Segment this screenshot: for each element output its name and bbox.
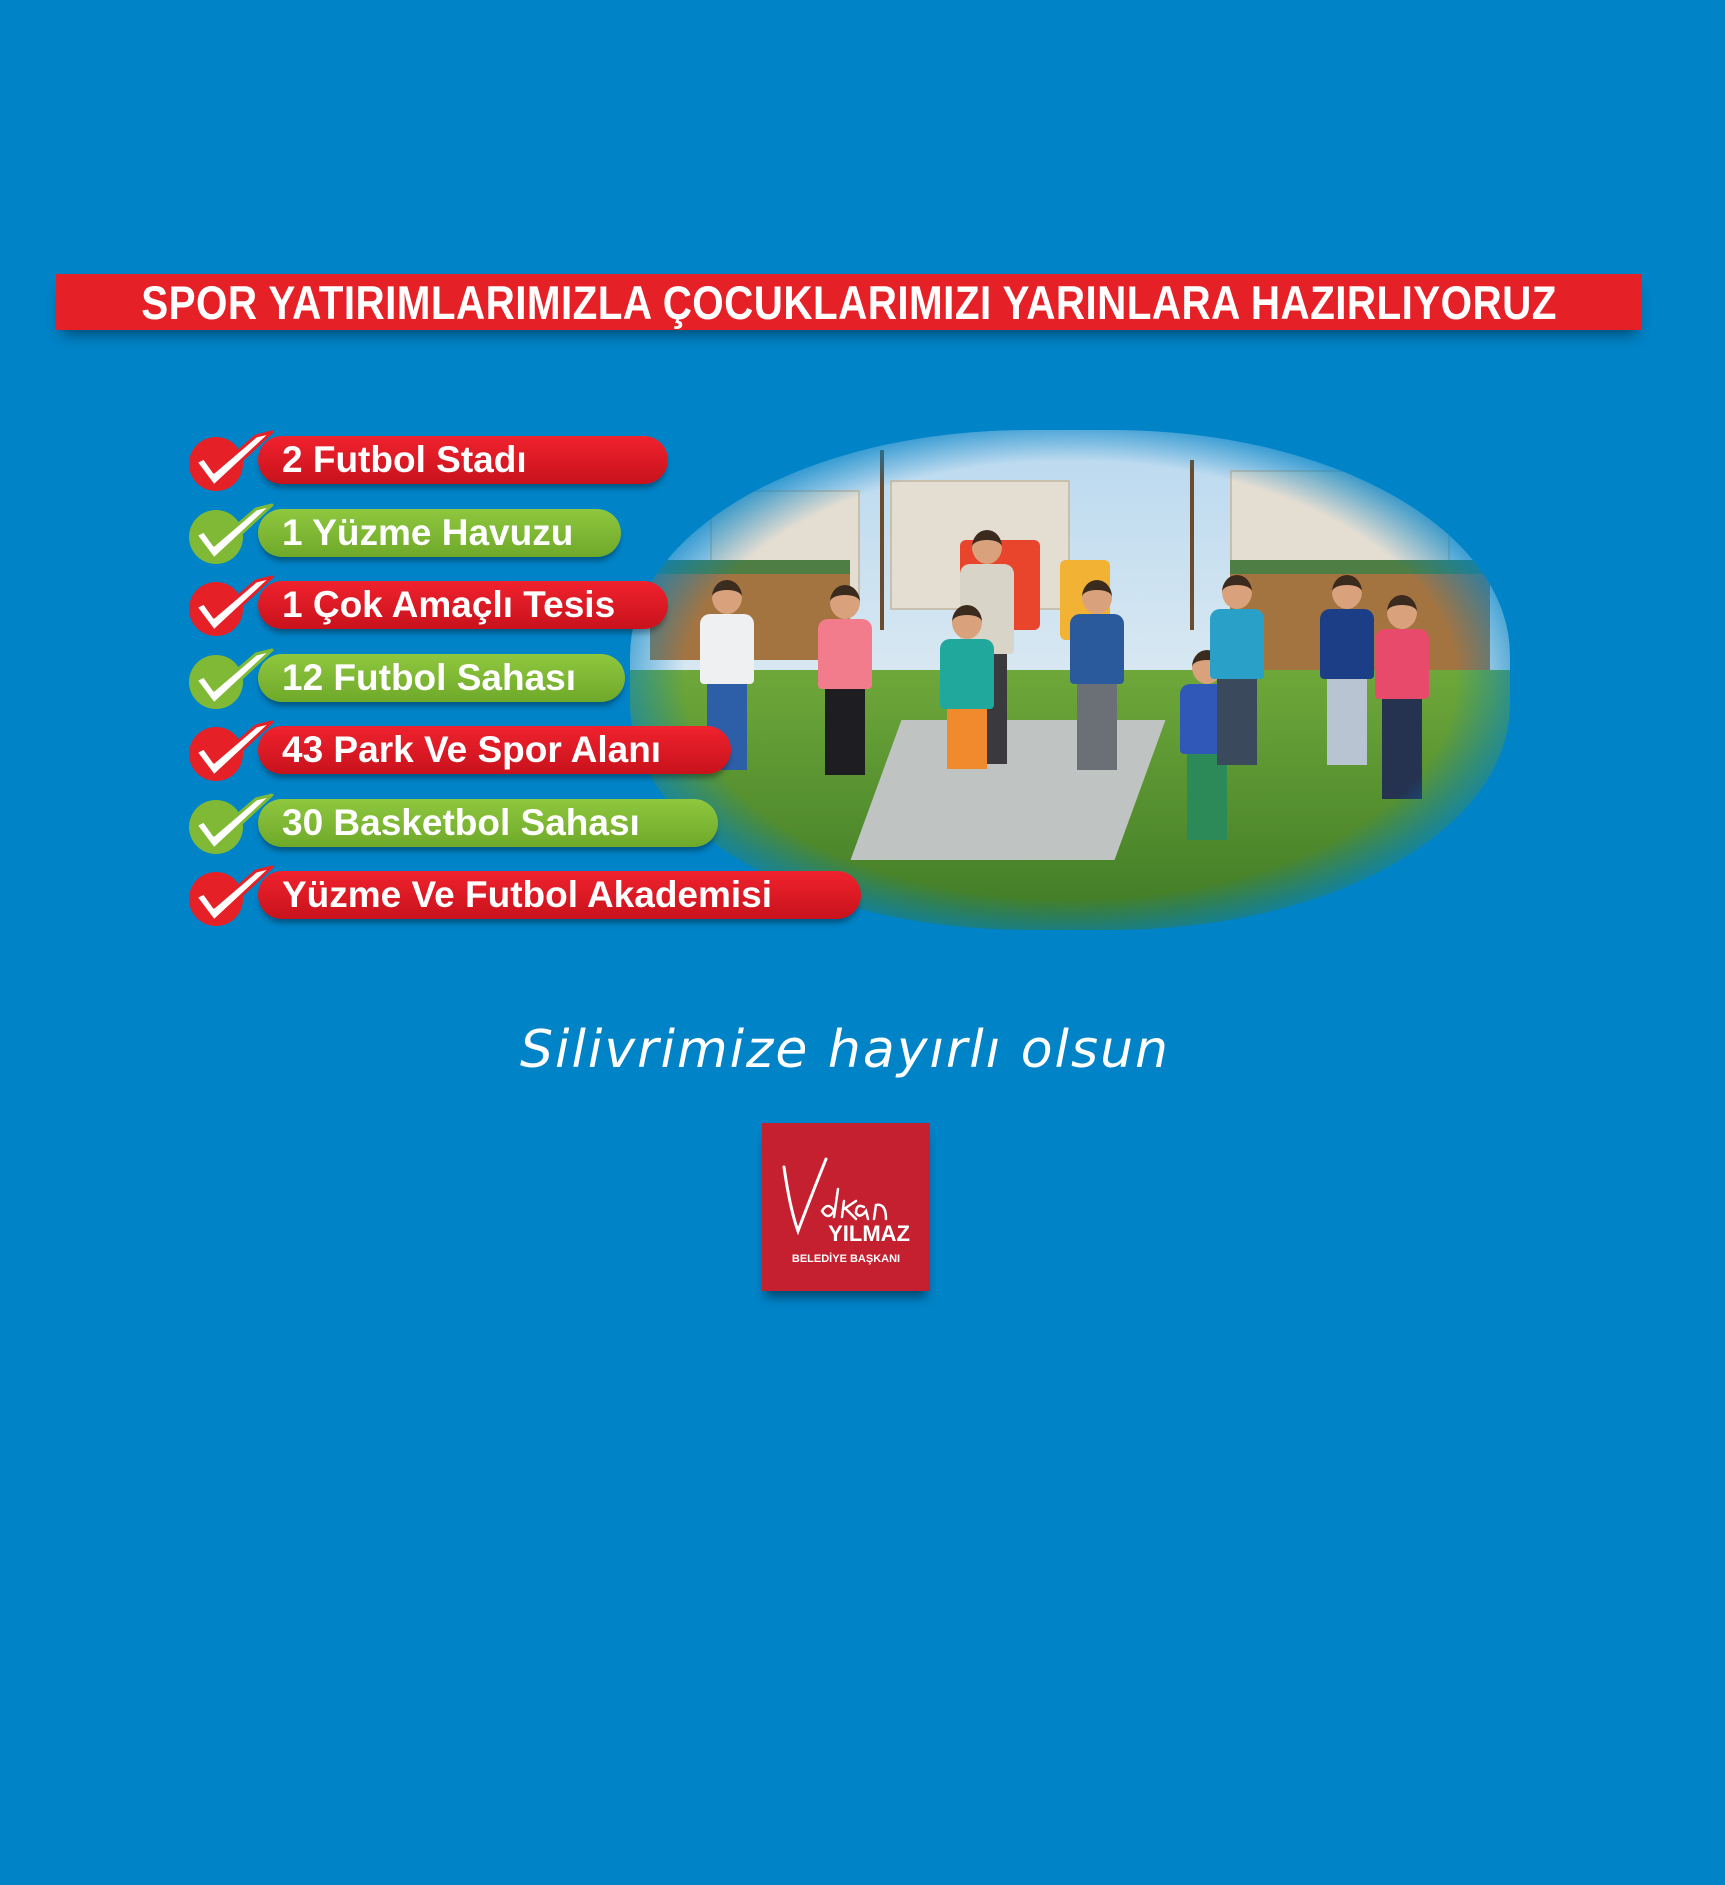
park-photo xyxy=(630,430,1510,930)
photo-child xyxy=(1210,575,1264,765)
photo-tree xyxy=(880,450,884,630)
investment-item-label: 43 Park Ve Spor Alanı xyxy=(258,726,731,774)
investment-item-label: Yüzme Ve Futbol Akademisi xyxy=(258,871,861,919)
headline-banner xyxy=(56,274,1642,330)
slogan: Silivrimize hayırlı olsun xyxy=(520,1020,1170,1080)
investment-item-label: 12 Futbol Sahası xyxy=(258,654,625,702)
headline-text: SPOR YATIRIMLARIMIZLA ÇOCUKLARIMIZI YARINLARA HAZIRLIYORUZ xyxy=(141,275,1557,329)
photo-child xyxy=(940,605,994,769)
photo-child xyxy=(1320,575,1374,765)
logo-role: BELEDİYE BAŞKANI xyxy=(791,1253,901,1265)
photo-tree xyxy=(1190,460,1194,630)
photo-child xyxy=(1375,595,1429,799)
logo-surname: YILMAZ xyxy=(828,1221,910,1246)
investment-item-label: 2 Futbol Stadı xyxy=(258,436,668,484)
investment-item-label: 1 Yüzme Havuzu xyxy=(258,509,621,557)
photo-child xyxy=(1070,580,1124,770)
photo-child xyxy=(818,585,872,775)
mayor-logo xyxy=(762,1123,930,1291)
investment-item-label: 1 Çok Amaçlı Tesis xyxy=(258,581,668,629)
investment-item-label: 30 Basketbol Sahası xyxy=(258,799,718,847)
